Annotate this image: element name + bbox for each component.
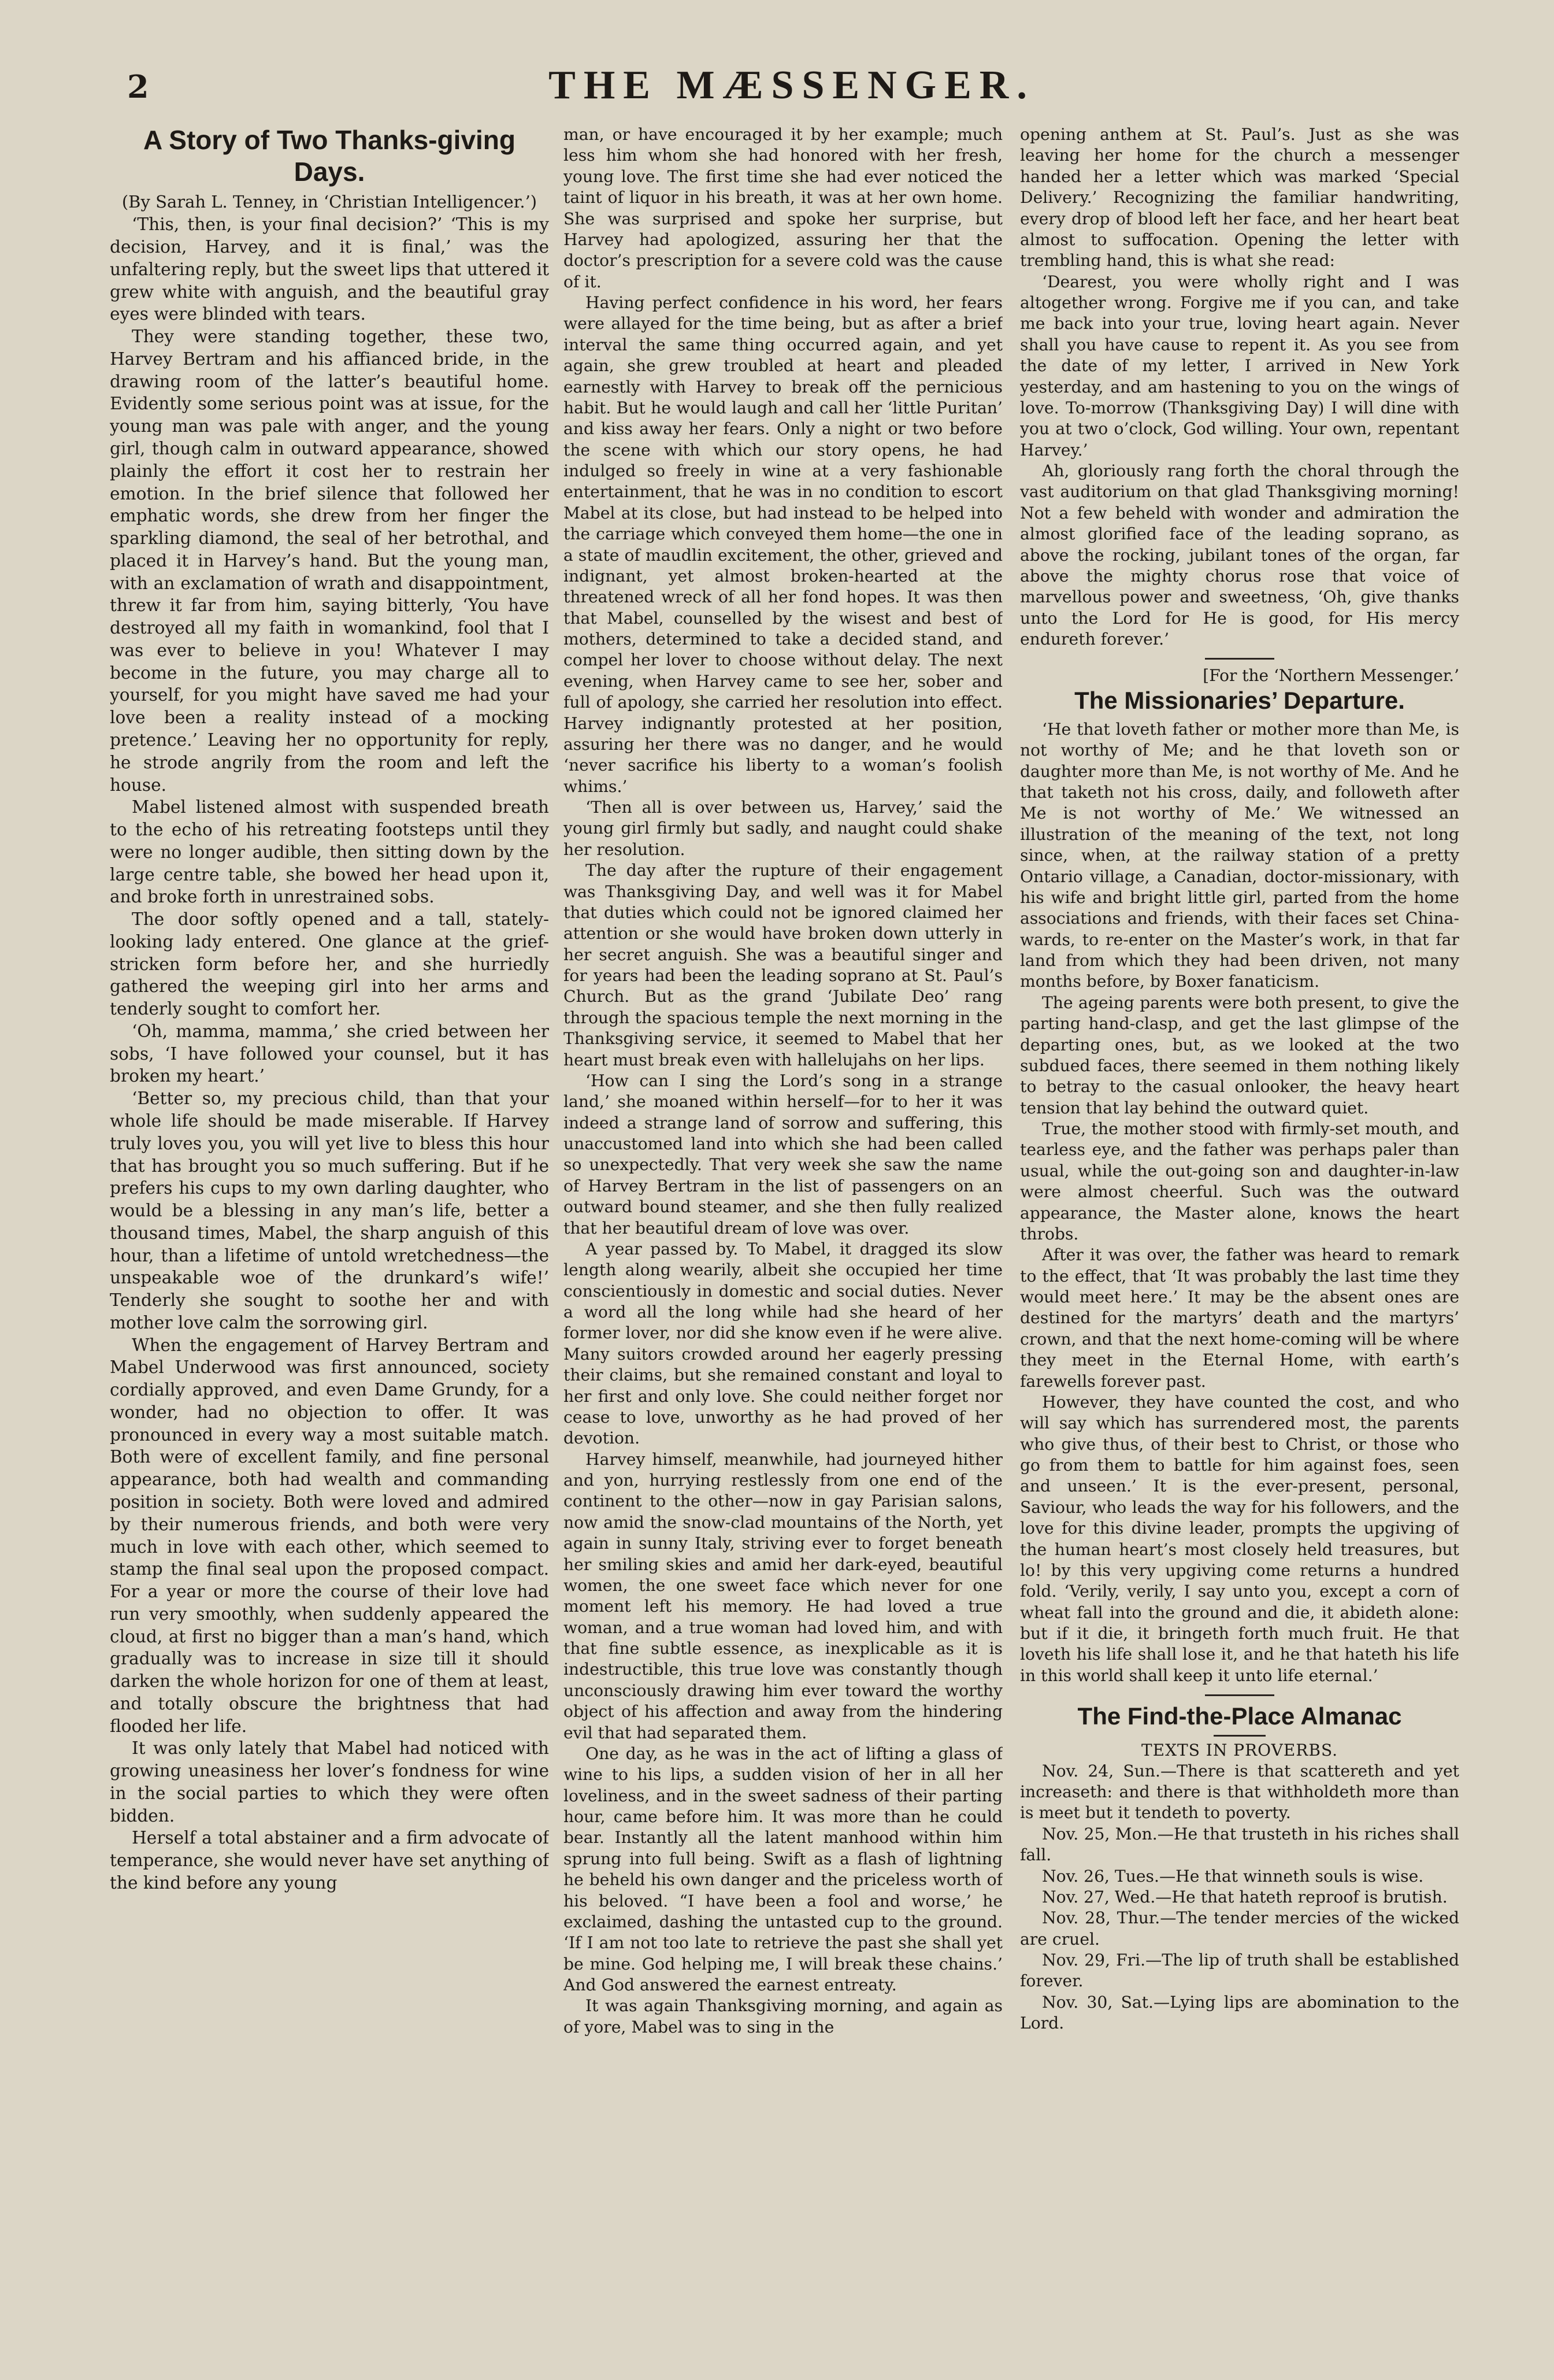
almanac-entry: Nov. 25, Mon.—He that trusteth in his riches shall fall. — [1020, 1824, 1459, 1865]
page-number: 2 — [127, 68, 149, 105]
story-paragraph: One day, as he was in the act of lifting a glass of wine to his lips, a sudden vision of her in all her loveliness, and in the sweet sadness of their parting hour, came before him. It was more than he could bear. Instantly all the latent manhood within him sprung into full being. Swift as a flash of lightning he beheld his own danger and the priceless worth of his beloved. “I have been a fool and worse,’ he exclaimed, dashing the untasted cup to the ground. ‘If I am not too late to retrieve the past she shall yet be mine. God helping me, I will break these chains.’ And God answered the earnest entreaty. — [563, 1744, 1003, 1994]
almanac-subtitle: TEXTS IN PROVERBS. — [1141, 1740, 1338, 1760]
missionaries-paragraph: ‘He that loveth father or mother more than Me, is not worthy of Me; and he that loveth son or daughter more than Me, is not worthy of Me. And he that taketh not his cross, daily, and followeth after Me is not worthy of Me.’ We witnessed an illustration of the meaning of the text, not long since, when, at the railway station of a pretty Ontario village, a Canadian, doctor-missionary, with his wife and bright little girl, parted from the home associations and friends, with their faces set China-wards, to re-enter on the Master’s work, in that far land from which they had been driven, not many months before, by Boxer fanaticism. — [1020, 719, 1459, 991]
almanac-entry: Nov. 30, Sat.—Lying lips are abomination to the Lord. — [1020, 1992, 1459, 2033]
story-paragraph: Mabel listened almost with suspended breath to the echo of his retreating footsteps until they were no longer audible, then sitting down by the large centre table, she bowed her head upon it, and broke forth in unrestrained sobs. — [110, 797, 549, 907]
section-divider — [1205, 1694, 1274, 1696]
story-paragraph: ‘This, then, is your final decision?’ ‘This is my decision, Harvey, and it is final,’ was the unfaltering reply, but the sweet lips that uttered it grew white with anguish, and the beautiful gray eyes were blinded with tears. — [110, 214, 549, 324]
story-paragraph: The day after the rupture of their engagement was Thanksgiving Day, and well was it for Mabel that duties which could not be ignored claimed her attention or she would have broken down utterly in her secret anguish. She was a beautiful singer and for years had been the leading soprano at St. Paul’s Church. But as the grand ‘Jubilate Deo’ rang through the spacious temple the next morning in the Thanksgiving service, it seemed to Mabel that her heart must break even with hallelujahs on her lips. — [563, 861, 1003, 1069]
almanac-entry: Nov. 27, Wed.—He that hateth reproof is brutish. — [1042, 1887, 1448, 1907]
story-paragraph: Ah, gloriously rang forth the choral through the vast auditorium on that glad Thanksgiving morning! Not a few beheld with wonder and admiration the almost glorified face of the leading soprano, as above the rocking, jubilant tones of the organ, far above the mighty chorus rose that voice of marvellous power and sweetness, ‘Oh, give thanks unto the Lord for He is good, for His mercy endureth forever.’ — [1020, 461, 1459, 649]
column-1 — [110, 124, 549, 2263]
story-paragraph: It was again Thanksgiving morning, and again as of yore, Mabel was to sing in the — [563, 1996, 1003, 2037]
article-credit: [For the ‘Northern Messenger.’ — [1203, 666, 1459, 686]
story-byline: (By Sarah L. Tenney, in ‘Christian Intelligencer.’) — [121, 192, 537, 212]
story-paragraph: ‘How can I sing the Lord’s song in a strange land,’ she moaned within herself—for to her it was indeed a strange land of sorrow and suffering, this unaccustomed land into which she had been called so unexpectedly. That very week she saw the name of Harvey Bertram in the list of passengers on an outward bound steamer, and she then fully realized that her beautiful dream of love was over. — [563, 1071, 1003, 1238]
missionaries-paragraph: However, they have counted the cost, and who will say which has surrendered most, the parents who give thus, of their best to Christ, or those who go from them to battle for him against foes, seen and unseen.’ It is the ever-present, personal, Saviour, who leads the way for his followers, and the love for this divine leader, prompts the upgiving of the human heart’s most closely held treasures, but lo! by this very upgiving come returns a hundred fold. ‘Verily, verily, I say unto you, except a corn of wheat fall into the ground and die, it abideth alone: but if it die, it bringeth forth much fruit. He that loveth his life shall lose it, and he that hateth his life in this world shall keep it unto life eternal.’ — [1020, 1392, 1459, 1685]
almanac-entry: Nov. 24, Sun.—There is that scattereth and yet increaseth: and there is that withholdeth more than is meet but it tendeth to poverty. — [1020, 1761, 1459, 1823]
missionaries-title: The Missionaries’ Departure. — [1074, 687, 1405, 715]
story-paragraph: Having perfect confidence in his word, her fears were allayed for the time being, but as after a brief interval the same thing occurred again, and yet again, she grew troubled at heart and pleaded earnestly with Harvey to break off the pernicious habit. But he would laugh and call her ‘little Puritan’ and kiss away her fears. Only a night or two before the scene with which our story opens, he had indulged so freely in wine at a very fashionable entertainment, that he was in no condition to escort Mabel at its close, but had instead to be helped into the carriage which conveyed them home—the one in a state of maudlin excitement, the other, grieved and indignant, yet almost broken-hearted at the threatened wreck of all her fond hopes. It was then that Mabel, counselled by the wisest and best of mothers, determined to take a decided stand, and compel her lover to choose without delay. The next evening, when Harvey came to see her, sober and full of apology, she carried her resolution into effect. Harvey indignantly protested at her position, assuring her there was no danger, and he would ‘never sacrifice his liberty to a woman’s foolish whims.’ — [563, 293, 1003, 796]
section-divider — [1205, 658, 1274, 660]
story-paragraph: The door softly opened and a tall, stately-looking lady entered. One glance at the grief-stricken form before her, and she hurriedly gathered the weeping girl into her arms and tenderly sought to comfort her. — [110, 909, 549, 1019]
story-paragraph: opening anthem at St. Paul’s. Just as she was leaving her home for the church a messenger handed her a letter which was marked ‘Special Delivery.’ Recognizing the familiar handwriting, every drop of blood left her face, and her heart beat almost to suffocation. Opening the letter with trembling hand, this is what she read: — [1020, 125, 1459, 271]
story-paragraph: ‘Oh, mamma, mamma,’ she cried between her sobs, ‘I have followed your counsel, but it has broken my heart.’ — [110, 1021, 549, 1086]
column-3 — [1020, 124, 1459, 2263]
story-paragraph: A year passed by. To Mabel, it dragged its slow length along wearily, albeit she occupied her time conscientiously in domestic and social duties. Never a word all the long while had she heard of her former lover, nor did she know even if he were alive. Many suitors crowded around her eagerly pressing their claims, but she remained constant and loyal to her first and only love. She could neither forget nor cease to love, unworthy as he had proved of her devotion. — [563, 1239, 1003, 1448]
story-paragraph: It was only lately that Mabel had noticed with growing uneasiness her lover’s fondness for wine in the social parties to which they were often bidden. — [110, 1738, 549, 1826]
almanac-entry: Nov. 28, Thur.—The tender mercies of the wicked are cruel. — [1020, 1908, 1459, 1949]
story-paragraph: ‘Then all is over between us, Harvey,’ said the young girl firmly but sadly, and naught could shake her resolution. — [563, 798, 1003, 859]
missionaries-paragraph: The ageing parents were both present, to give the parting hand-clasp, and get the last glimpse of the departing ones, but, as we looked at the two subdued faces, there seemed in them nothing likely to betray to the casual onlooker, the heavy heart tension that lay behind the outward quiet. — [1020, 993, 1459, 1117]
story-paragraph: Herself a total abstainer and a firm advocate of temperance, she would never have set anything of the kind before any young — [110, 1828, 549, 1893]
column-2 — [563, 124, 1003, 2263]
almanac-entry: Nov. 29, Fri.—The lip of truth shall be established forever. — [1020, 1950, 1459, 1991]
missionaries-paragraph: After it was over, the father was heard to remark to the effect, that ‘It was probably the last time they would meet here.’ It may be the absent ones are destined for the martyrs’ death and the martyrs’ crown, and that the next home-coming will be where they meet in the Eternal Home, with earth’s farewells forever past. — [1020, 1245, 1459, 1391]
story-paragraph: They were standing together, these two, Harvey Bertram and his affianced bride, in the drawing room of the latter’s beautiful home. Evidently some serious point was at issue, for the young man was pale with anger, and the young girl, though calm in outward appearance, showed plainly the effort it cost her to restrain her emotion. In the brief silence that followed her emphatic words, she drew from her finger the sparkling diamond, the seal of her betrothal, and placed it in Harvey’s hand. But the young man, with an exclamation of wrath and disappointment, threw it far from him, saying bitterly, ‘You have destroyed all my faith in womankind, fool that I was ever to believe in you! Whatever I may become in the future, you may charge all to yourself, for you might have saved me had your love been a reality instead of a mocking pretence.’ Leaving her no opportunity for reply, he strode angrily from the room and left the house. — [110, 327, 549, 795]
almanac-title: The Find-the-Place Almanac — [1077, 1702, 1402, 1730]
story-paragraph: ‘Better so, my precious child, than that your whole life should be made miserable. If Harvey truly loves you, you will yet live to bless this hour that has brought you so much suffering. But if he prefers his cups to my own darling daughter, who would be a blessing in any man’s life, better a thousand times, Mabel, the sharp anguish of this hour, than a lifetime of untold wretchedness—the unspeakable woe of the drunkard’s wife!’ Tenderly she sought to soothe her and with mother love calm the sorrowing girl. — [110, 1089, 549, 1332]
missionaries-paragraph: True, the mother stood with firmly-set mouth, and tearless eye, and the father was perhaps paler than usual, while the out-going son and daughter-in-law were almost cheerful. Such was the outward appearance, the Master alone, knows the heart throbs. — [1020, 1119, 1459, 1243]
story-paragraph: man, or have encouraged it by her example; much less him whom she had honored with her fresh, young love. The first time she had ever noticed the taint of liquor in his breath, it was at her own home. She was surprised and spoke her surprise, but Harvey had apologized, assuring her that the doctor’s prescription for a severe cold was the cause of it. — [563, 125, 1003, 291]
masthead: THE MÆSSENGER. — [548, 63, 1035, 108]
page-header — [92, 58, 1491, 116]
almanac-entry: Nov. 26, Tues.—He that winneth souls is wise. — [1042, 1866, 1424, 1886]
story-title: A Story of Two Thanks-giving Days. — [143, 125, 515, 187]
story-letter: ‘Dearest, you were wholly right and I was altogether wrong. Forgive me if you can, and take me back into your true, loving heart again. Never shall you have cause to repent it. As you see from the date of my letter, I arrived in New York yesterday, and am hastening to you on the wings of love. To-morrow (Thanksgiving Day) I will dine with you at two o’clock, God willing. Your own, repentant Harvey.’ — [1020, 272, 1459, 460]
section-divider — [1214, 1735, 1266, 1737]
story-paragraph: When the engagement of Harvey Bertram and Mabel Underwood was first announced, society cordially approved, and even Dame Grundy, for a wonder, had no objection to offer. It was pronounced in every way a most suitable match. Both were of excellent family, and fine personal appearance, both had wealth and commanding position in society. Both were loved and admired by their numerous friends, and both were very much in love with each other, which seemed to stamp the final seal upon the proposed compact. For a year or more the course of their love had run very smoothly, when suddenly appeared the cloud, at first no bigger than a man’s hand, which gradually was to increase in size till it should darken the whole horizon for one of them at least, and totally obscure the brightness that had flooded her life. — [110, 1335, 549, 1736]
story-paragraph: Harvey himself, meanwhile, had journeyed hither and yon, hurrying restlessly from one end of the continent to the other—now in gay Parisian salons, now amid the snow-clad mountains of the North, yet again in sunny Italy, striving ever to forget beneath her smiling skies and amid her dark-eyed, beautiful women, the one sweet face which never for one moment left his memory. He had loved a true woman, and a true woman had loved him, and with that fine subtle essence, as inexplicable as it is indestructible, this true love was constantly though unconsciously drawing him ever toward the worthy object of his affection and away from the hindering evil that had separated them. — [563, 1449, 1003, 1742]
